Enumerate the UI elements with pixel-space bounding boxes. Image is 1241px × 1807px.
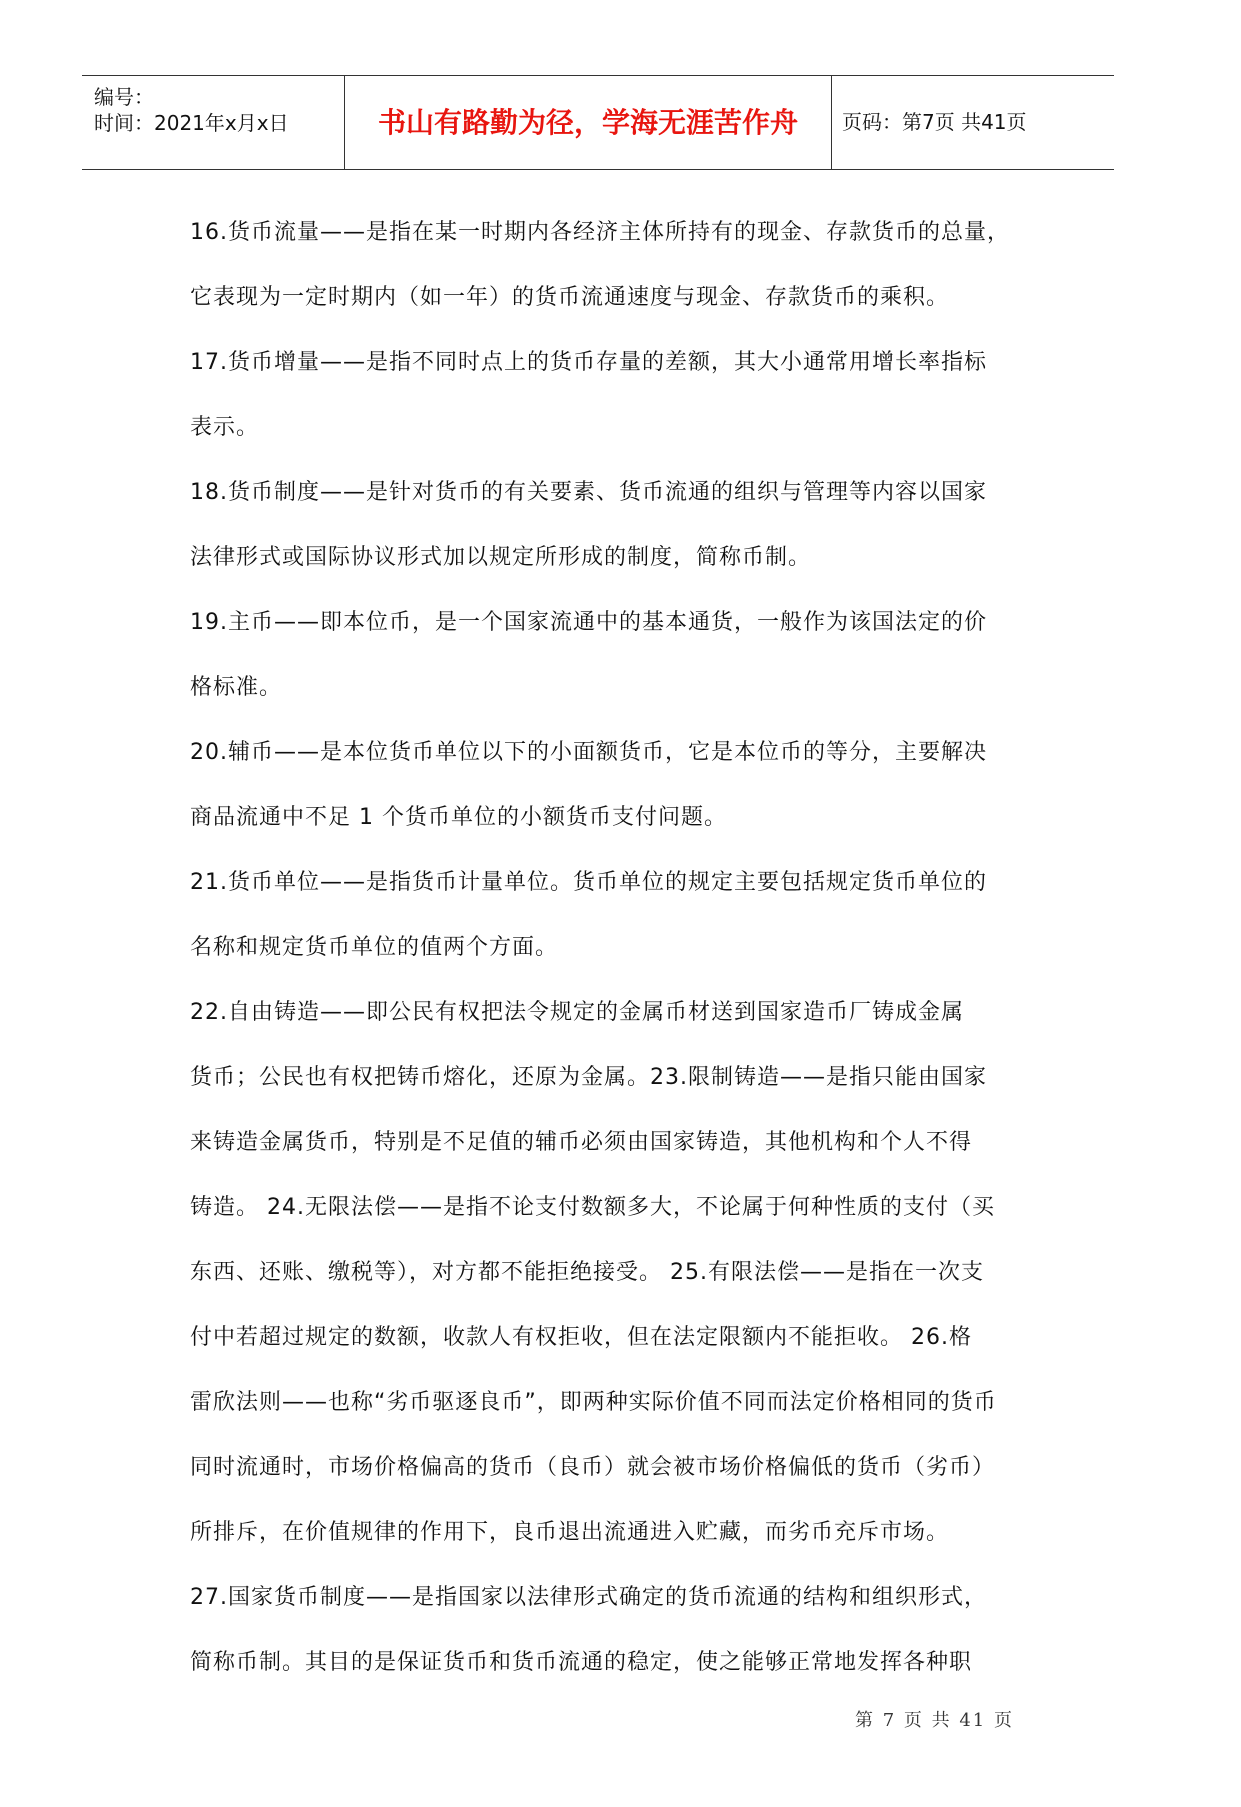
text-line: 法律形式或国际协议形式加以规定所形成的制度，简称币制。 xyxy=(190,545,812,570)
header-divider xyxy=(344,76,345,169)
text-line: 17.货币增量——是指不同时点上的货币存量的差额，其大小通常用增长率指标 xyxy=(190,350,987,375)
text-line: 铸造。 24.无限法偿——是指不论支付数额多大，不论属于何种性质的支付（买 xyxy=(190,1195,995,1220)
page-footer: 第 7 页 共 41 页 xyxy=(855,1710,1014,1731)
document-body xyxy=(190,200,1020,1695)
header-divider xyxy=(831,76,832,169)
text-line: 名称和规定货币单位的值两个方面。 xyxy=(190,935,559,960)
text-line: 东西、还账、缴税等），对方都不能拒绝接受。 25.有限法偿——是指在一次支 xyxy=(190,1260,984,1285)
text-line: 雷欣法则——也称“劣币驱逐良币”，即两种实际价值不同而法定价格相同的货币 xyxy=(190,1390,997,1415)
text-line: 16.货币流量——是指在某一时期内各经济主体所持有的现金、存款货币的总量， xyxy=(190,220,1010,245)
page-info: 页码：第7页 共41页 xyxy=(842,110,1027,134)
text-line: 货币；公民也有权把铸币熔化，还原为金属。23.限制铸造——是指只能由国家 xyxy=(190,1065,987,1090)
text-line: 商品流通中不足 1 个货币单位的小额货币支付问题。 xyxy=(190,805,727,830)
number-label: 编号： xyxy=(94,85,154,109)
text-line: 格标准。 xyxy=(190,675,283,700)
text-line: 表示。 xyxy=(190,415,260,440)
text-line: 所排斥，在价值规律的作用下，良币退出流通进入贮藏，而劣币充斥市场。 xyxy=(190,1520,950,1545)
text-line: 它表现为一定时期内（如一年）的货币流通速度与现金、存款货币的乘积。 xyxy=(190,285,950,310)
text-line: 同时流通时，市场价格偏高的货币（良币）就会被市场价格偏低的货币（劣币） xyxy=(190,1455,996,1480)
text-line: 付中若超过规定的数额，收款人有权拒收，但在法定限额内不能拒收。 26.格 xyxy=(190,1325,972,1350)
time-label: 时间：2021年x月x日 xyxy=(94,111,289,135)
page-header xyxy=(82,75,1114,170)
header-motto: 书山有路勤为径，学海无涯苦作舟 xyxy=(377,106,798,139)
text-line: 27.国家货币制度——是指国家以法律形式确定的货币流通的结构和组织形式， xyxy=(190,1585,987,1610)
text-line: 来铸造金属货币，特别是不足值的辅币必须由国家铸造，其他机构和个人不得 xyxy=(190,1130,973,1155)
text-line: 19.主币——即本位币，是一个国家流通中的基本通货，一般作为该国法定的价 xyxy=(190,610,987,635)
text-line: 简称币制。其目的是保证货币和货币流通的稳定，使之能够正常地发挥各种职 xyxy=(190,1650,973,1675)
text-line: 22.自由铸造——即公民有权把法令规定的金属币材送到国家造币厂铸成金属 xyxy=(190,1000,964,1025)
header-meta xyxy=(94,76,356,169)
text-line: 21.货币单位——是指货币计量单位。货币单位的规定主要包括规定货币单位的 xyxy=(190,870,987,895)
text-line: 20.辅币——是本位货币单位以下的小面额货币，它是本位币的等分，主要解决 xyxy=(190,740,987,765)
text-line: 18.货币制度——是针对货币的有关要素、货币流通的组织与管理等内容以国家 xyxy=(190,480,987,505)
